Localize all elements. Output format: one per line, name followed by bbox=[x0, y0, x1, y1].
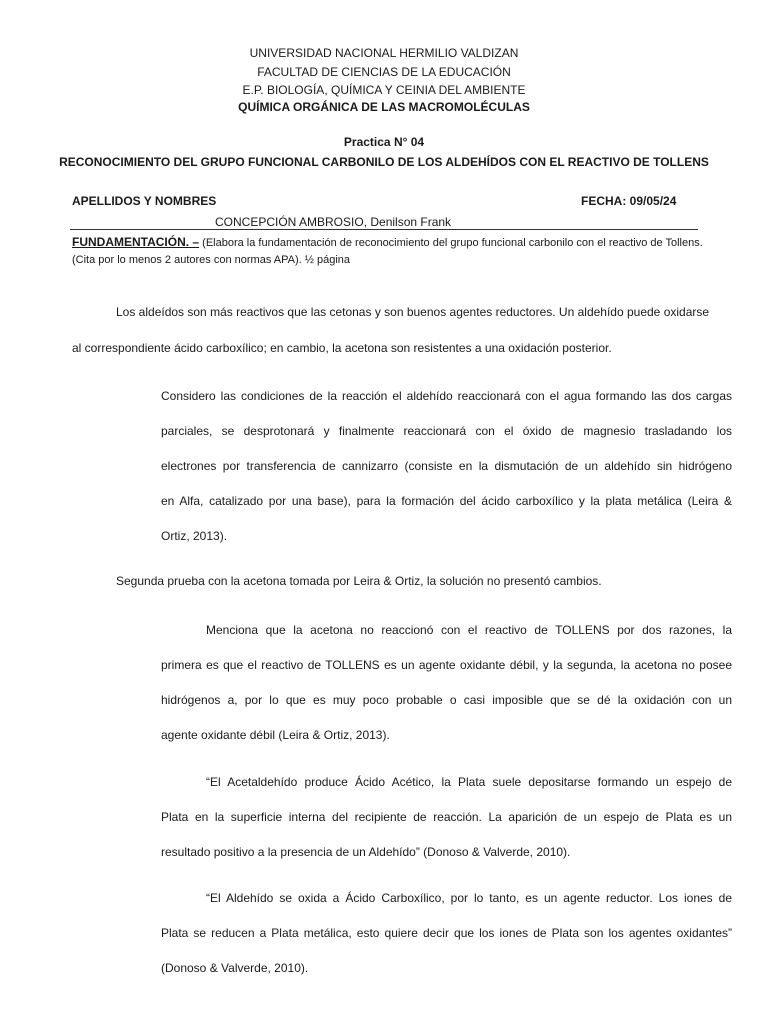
paragraph-6 bbox=[161, 881, 732, 986]
paragraph-5 bbox=[161, 765, 732, 870]
practice-number: Practica N° 04 bbox=[343, 135, 425, 149]
faculty-name: FACULTAD DE CIENCIAS DE LA EDUCACIÓN bbox=[257, 65, 511, 79]
paragraph-6-line: (Donoso & Valverde, 2010). bbox=[161, 961, 309, 975]
paragraph-6-line: “El Aldehído se oxida a Ácido Carboxílico, por lo tanto, es un agente reductor. Los iones de bbox=[206, 891, 732, 905]
practice-title: RECONOCIMIENTO DEL GRUPO FUNCIONAL CARBONILO DE LOS ALDEHÍDOS CON EL REACTIVO DE TOLLENS bbox=[59, 155, 709, 169]
paragraph-5-line: Plata en la superficie interna del recipiente de reacción. La aparición de un espejo de Plata es un bbox=[161, 810, 732, 824]
paragraph-4-line: agente oxidante débil (Leira & Ortiz, 2013). bbox=[161, 728, 390, 742]
university-name: UNIVERSIDAD NACIONAL HERMILIO VALDIZAN bbox=[249, 46, 519, 60]
paragraph-2-line: en Alfa, catalizado por una base), para la formación del ácido carboxílico y la plata metálica (Leira & bbox=[161, 494, 732, 508]
fundamentacion-heading: FUNDAMENTACIÓN. – bbox=[72, 235, 200, 249]
paragraph-4-line: hidrógenos a, por lo que es muy poco probable o casi imposible que se dé la oxidación con un bbox=[161, 693, 732, 707]
paragraph-2-line: electrones por transferencia de cannizarro (consiste en la dismutación de un aldehído sin hidrógeno bbox=[161, 459, 732, 473]
date-label: FECHA: 09/05/24 bbox=[581, 194, 677, 208]
paragraph-1-line-2: al correspondiente ácido carboxílico; en cambio, la acetona son resistentes a una oxidación posterior. bbox=[72, 341, 612, 355]
paragraph-4 bbox=[161, 613, 732, 753]
fundamentacion-instruction-1: (Elabora la fundamentación de reconocimiento del grupo funcional carbonilo con el reactivo de Tollens. bbox=[202, 237, 703, 249]
names-label: APELLIDOS Y NOMBRES bbox=[72, 194, 217, 208]
course-name: QUÍMICA ORGÁNICA DE LAS MACROMOLÉCULAS bbox=[238, 100, 530, 114]
school-name: E.P. BIOLOGÍA, QUÍMICA Y CEINIA DEL AMBIENTE bbox=[242, 83, 526, 97]
paragraph-4-line: primera es que el reactivo de TOLLENS es un agente oxidante débil, y la segunda, la acetona no posee bbox=[161, 658, 732, 672]
name-underline bbox=[70, 229, 698, 230]
paragraph-4-line: Menciona que la acetona no reaccionó con el reactivo de TOLLENS por dos razones, la bbox=[206, 623, 732, 637]
paragraph-3: Segunda prueba con la acetona tomada por Leira & Ortiz, la solución no presentó cambios. bbox=[116, 574, 602, 588]
paragraph-2-line: Ortiz, 2013). bbox=[161, 529, 228, 543]
paragraph-5-line: “El Acetaldehído produce Ácido Acético, la Plata suele depositarse formando un espejo de bbox=[206, 775, 732, 789]
paragraph-5-line: resultado positivo a la presencia de un Aldehído” (Donoso & Valverde, 2010). bbox=[161, 845, 571, 859]
paragraph-6-line: Plata se reducen a Plata metálica, esto quiere decir que los iones de Plata son los agentes oxidantes” bbox=[161, 926, 732, 940]
paragraph-1-line-1: Los aldeídos son más reactivos que las cetonas y son buenos agentes reductores. Un aldehído puede oxidarse bbox=[116, 305, 710, 319]
fundamentacion-block bbox=[72, 234, 732, 269]
paragraph-2 bbox=[161, 379, 732, 554]
fundamentacion-instruction-2: (Cita por lo menos 2 autores con normas APA). ½ página bbox=[72, 254, 350, 266]
paragraph-2-line: Considero las condiciones de la reacción el aldehído reaccionará con el agua formando las dos cargas bbox=[161, 389, 732, 403]
student-name: CONCEPCIÓN AMBROSIO, Denilson Frank bbox=[215, 215, 452, 229]
paragraph-2-line: parciales, se desprotonará y finalmente reaccionará con el óxido de magnesio trasladando los bbox=[161, 424, 732, 438]
